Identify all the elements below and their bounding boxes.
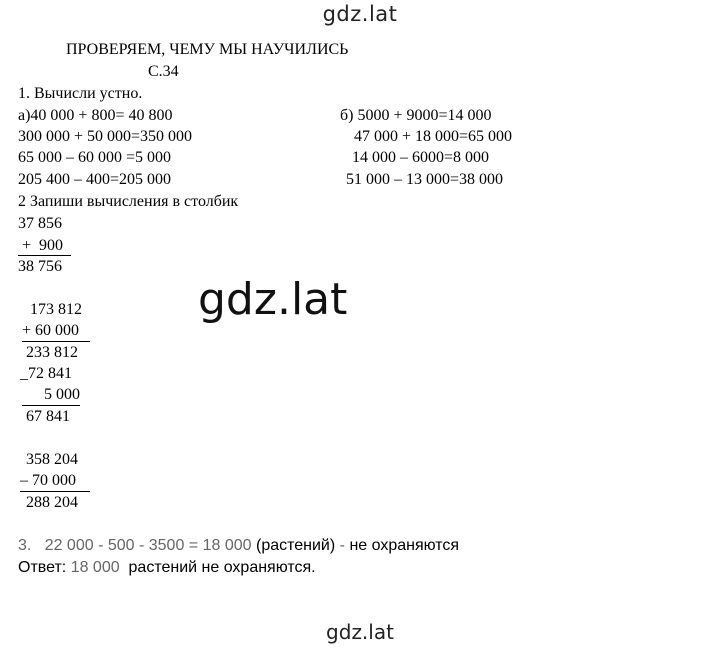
task3-unit: (растений) — [255, 537, 336, 554]
task3-expression: 22 000 - 500 - 3500 = 18 000 — [44, 537, 252, 554]
answer-value: 18 000 — [70, 559, 120, 576]
task3-line — [18, 536, 459, 556]
column1-underline — [18, 235, 71, 256]
watermark-bottom: gdz.lat — [326, 620, 394, 644]
answer-label: Ответ: — [18, 559, 67, 576]
task3-tail: не охраняются — [349, 537, 460, 554]
task1-heading: 1. Вычисли устно. — [18, 85, 143, 102]
task1-right-3: 14 000 – 6000=8 000 — [352, 149, 490, 166]
column1-result: 38 756 — [18, 258, 62, 275]
task3-dash: - — [339, 537, 345, 554]
task3-number: 3. — [18, 537, 32, 554]
column1-operand1: 37 856 — [18, 215, 62, 232]
task2-heading: 2 Запиши вычисления в столбик — [18, 193, 239, 210]
task1-left-3: 65 000 – 60 000 =5 000 — [18, 149, 172, 166]
column2-result: 233 812 — [26, 344, 78, 361]
task1-left-1: а)40 000 + 800= 40 800 — [18, 107, 173, 124]
column3-operand1: _72 841 — [20, 365, 72, 382]
column3-result: 67 841 — [26, 408, 70, 425]
answer-line — [18, 558, 316, 578]
page-number: С.34 — [148, 63, 179, 80]
column3-operand2: 5 000 — [22, 385, 80, 406]
task1-left-2: 300 000 + 50 000=350 000 — [18, 128, 193, 145]
column4-operand2: – 70 000 — [20, 471, 90, 492]
column4-result: 288 204 — [26, 494, 78, 511]
column2-operand1: 173 812 — [30, 301, 82, 318]
watermark-top: gdz.lat — [322, 2, 398, 26]
watermark-middle: gdz.lat — [198, 274, 348, 325]
task1-right-2: 47 000 + 18 000=65 000 — [354, 128, 513, 145]
column1-operand2: + 900 — [18, 237, 64, 254]
column4-operand1: 358 204 — [26, 451, 78, 468]
answer-text: растений не охраняются. — [128, 559, 316, 576]
task1-left-4: 205 400 – 400=205 000 — [18, 171, 172, 188]
column2-operand2: + 60 000 — [22, 321, 90, 342]
page-title: ПРОВЕРЯЕМ, ЧЕМУ МЫ НАУЧИЛИСЬ — [66, 41, 349, 58]
task1-right-1: б) 5000 + 9000=14 000 — [340, 107, 492, 124]
task1-right-4: 51 000 – 13 000=38 000 — [346, 171, 504, 188]
